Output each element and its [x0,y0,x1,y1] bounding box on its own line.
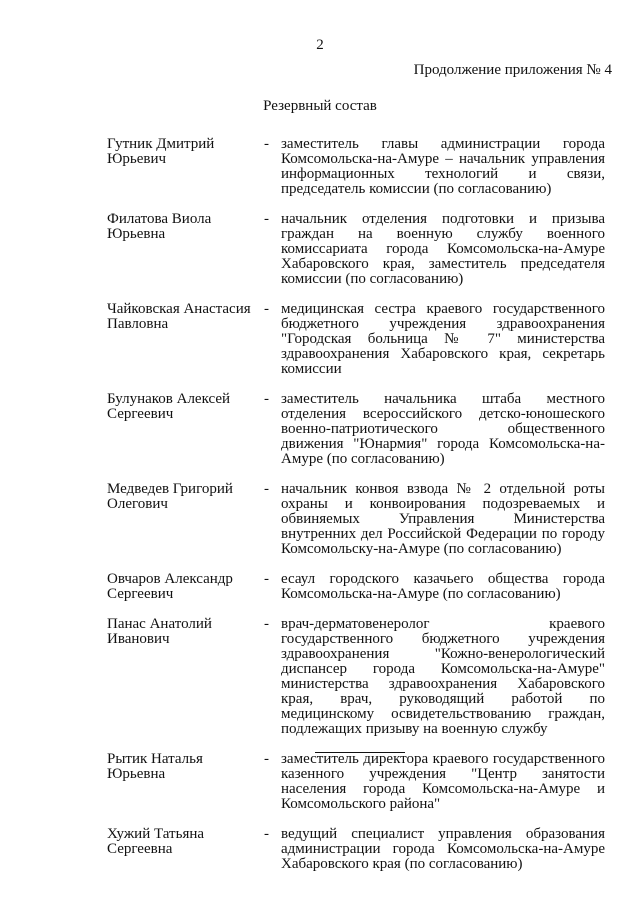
member-name: Гутник Дмитрий Юрьевич [107,136,215,167]
member-row [107,827,605,872]
section-title: Резервный состав [263,98,377,114]
member-name: Филатова Виола Юрьевна [107,211,212,242]
member-dash: - [264,571,269,587]
member-dash: - [264,211,269,227]
closing-rule [315,752,405,753]
member-row [107,572,605,602]
appendix-continuation: Продолжение приложения № 4 [413,62,612,78]
member-role: ведущий специалист управления образования администрации города Комсомольска-на-Амуре Хабаровского края (по согласованию) [281,826,605,872]
member-dash: - [264,391,269,407]
page-number: 2 [316,37,324,53]
member-row [107,212,605,287]
member-dash: - [264,136,269,152]
member-role: есаул городского казачьего общества города Комсомольска-на-Амуре (по согласованию) [281,571,605,602]
member-dash: - [264,751,269,767]
member-row [107,752,605,812]
member-row [107,482,605,557]
member-role: врач-дерматовенеролог краевого государственного бюджетного учреждения здравоохранения "Кожно-венерологический диспансер города Комсомольска-на-Амуре" министерства здравоохранения Хабаровского края, врач, руководящий работой по медицинскому освидетельствованию граждан, подлежащих призыву на военную службу [281,616,605,737]
member-role: начальник конвоя взвода № 2 отдельной роты охраны и конвоирования подозреваемых и обвиняемых Управления Министерства внутренних дел Российской Федерации по городу Комсомольску-на-Амуре (по согласованию) [281,481,605,557]
member-name: Овчаров Александр Сергеевич [107,571,233,602]
member-name: Булунаков Алексей Сергеевич [107,391,231,422]
member-dash: - [264,826,269,842]
member-row [107,392,605,467]
member-role: заместитель главы администрации города Комсомольска-на-Амуре – начальник управления информационных технологий и связи, председатель комиссии (по согласованию) [281,136,605,197]
member-role: заместитель начальника штаба местного отделения всероссийского детско-юношеского военно-патриотического общественного движения "Юнармия" города Комсомольска-на-Амуре (по согласованию) [281,391,605,467]
member-role: начальник отделения подготовки и призыва граждан на военную службу военного комиссариата города Комсомольска-на-Амуре Хабаровского края, заместитель председателя комиссии (по согласованию) [281,211,605,287]
member-name: Рытик Наталья Юрьевна [107,751,203,782]
member-row [107,302,605,377]
member-row [107,137,605,197]
member-name: Чайковская Анастасия Павловна [107,301,251,332]
member-dash: - [264,481,269,497]
members-list [107,137,605,872]
member-role: заместитель директора краевого государственного казенного учреждения "Центр занятости населения города Комсомольска-на-Амуре и Комсомольского района" [281,751,605,812]
member-dash: - [264,301,269,317]
member-row [107,617,605,737]
member-role: медицинская сестра краевого государственного бюджетного учреждения здравоохранения "Городская больница № 7" министерства здравоохранения Хабаровского края, секретарь комиссии [281,301,605,377]
member-name: Медведев Григорий Олегович [107,481,233,512]
member-name: Панас Анатолий Иванович [107,616,212,647]
member-name: Хужий Татьяна Сергеевна [107,826,205,857]
member-dash: - [264,616,269,632]
